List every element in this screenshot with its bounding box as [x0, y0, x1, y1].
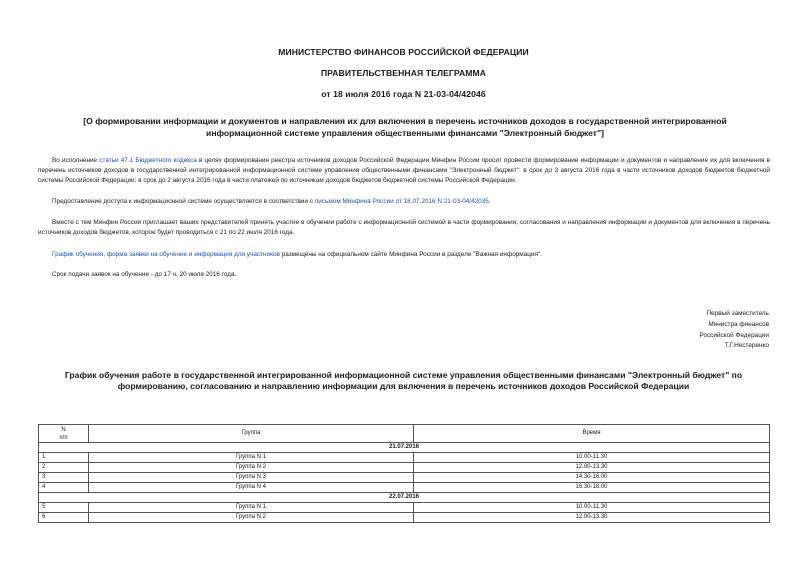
row-number: 3 [39, 473, 89, 483]
row-group: Группа N 4 [89, 483, 414, 493]
document-type-heading: ПРАВИТЕЛЬСТВЕННАЯ ТЕЛЕГРАММА [320, 68, 487, 78]
row-number: 2 [39, 463, 89, 473]
paragraph-3 [38, 218, 770, 238]
subject-line-1: [О формировании информации и документов и направления их для включения в перечень источников доходов в государственной интегрированной [83, 116, 727, 126]
paragraph-2-prefix: Предоставление доступа к информационной системе осуществляется в соответствии с [52, 198, 315, 205]
row-number: 4 [39, 483, 89, 493]
table-row [39, 473, 770, 483]
paragraph-5-text: Срок подачи заявок на обучение - до 17 ч. 20 июля 2016 года. [52, 271, 237, 278]
row-time: 12.00-13.30 [414, 463, 770, 473]
budget-code-article-link[interactable]: статьи 47.1 Бюджетного кодекса [99, 157, 197, 164]
signature-line-3: Российской Федерации [699, 331, 769, 339]
signature-line-1: Первый заместитель [706, 310, 769, 317]
table-row [39, 503, 770, 513]
date-cell: 22.07.2016 [39, 493, 770, 503]
training-schedule-link[interactable]: График обучения, форма заявки на обучение и информация для участников [52, 251, 280, 258]
column-header-number-line-2: п/п [59, 434, 68, 441]
document-date-heading: от 18 июля 2016 года N 21-03-04/42046 [321, 89, 486, 99]
row-group: Группа N 1 [89, 503, 414, 513]
row-number: 5 [39, 503, 89, 513]
row-group: Группа N 2 [89, 513, 414, 523]
row-time: 10.00-11.30 [414, 503, 770, 513]
ministry-heading: МИНИСТЕРСТВО ФИНАНСОВ РОССИЙСКОЙ ФЕДЕРАЦИИ [278, 47, 529, 57]
signature-name: Т.Г.Нестеренко [724, 342, 769, 350]
signature-block [700, 309, 770, 352]
column-header-number-line-1: N [61, 426, 66, 433]
date-row [39, 493, 770, 503]
row-time: 10.00-11.30 [414, 453, 770, 463]
paragraph-5 [38, 270, 770, 280]
schedule-title-line-2: формированию, согласованию и направлению информации для включения в перечень источников доходов Российской Федерации [117, 381, 690, 391]
row-group: Группа N 2 [89, 463, 414, 473]
table-row [39, 483, 770, 493]
row-group: Группа N 1 [89, 453, 414, 463]
document-subject [60, 115, 750, 139]
paragraph-4-text: размещены на официальном сайте Минфина России в разделе "Важная информация". [279, 251, 542, 258]
table-row [39, 463, 770, 473]
paragraph-1-prefix: Во исполнение [52, 157, 100, 164]
minfin-letter-link[interactable]: письмом Минфина России от 18.07.2016 N 21-03-04/42035 [314, 198, 489, 205]
paragraph-4 [38, 250, 770, 260]
subject-line-2: информационной системе управления общественными финансами "Электронный бюджет"] [206, 128, 604, 138]
date-row [39, 443, 770, 453]
schedule-table [38, 424, 770, 523]
row-number: 6 [39, 513, 89, 523]
paragraph-1-text: в целях формирования реестра источников доходов Российской Федерации Минфин России просит провести формирование информации и документов и направление их для включения в перечень источников доходов в государственной интегрированной информационной системе управления общественными финансами "Электронный бюджет": в срок до 3 августа 2016 года в части источников доходов бюджетов бюджетной системы Российской Федерации; в срок до 2 августа 2016 года в части платежей по источникам доходов бюджетов бюджетной системы Российской Федерации. [38, 157, 770, 184]
row-time: 14.30-16.00 [414, 473, 770, 483]
column-header-time: Время [414, 425, 770, 443]
row-time: 16.30-18.00 [414, 483, 770, 493]
table-header-row [39, 425, 770, 443]
row-time: 12.00-13.30 [414, 513, 770, 523]
table-row [39, 513, 770, 523]
signature-line-2: Министра финансов [708, 320, 769, 328]
table-row [39, 453, 770, 463]
column-header-number [39, 425, 89, 443]
column-header-group: Группа [89, 425, 414, 443]
paragraph-2-suffix: . [488, 198, 491, 205]
paragraph-1 [38, 156, 770, 186]
paragraph-2 [38, 197, 770, 207]
paragraph-3-text: Вместе с тем Минфин России приглашает ваших представителей принять участие в обучении работе с информационной системой в части формирования, согласования и направления информации и документов для включения в перечень источников доходов бюджетов, которое будет проводиться с 21 по 22 июля 2016 года. [38, 219, 770, 236]
row-group: Группа N 3 [89, 473, 414, 483]
schedule-title [40, 370, 767, 392]
row-number: 1 [39, 453, 89, 463]
schedule-title-line-1: График обучения работе в государственной интегрированной информационной системе управления общественными финансами "Электронный бюджет" по [64, 370, 743, 380]
date-cell: 21.07.2016 [39, 443, 770, 453]
